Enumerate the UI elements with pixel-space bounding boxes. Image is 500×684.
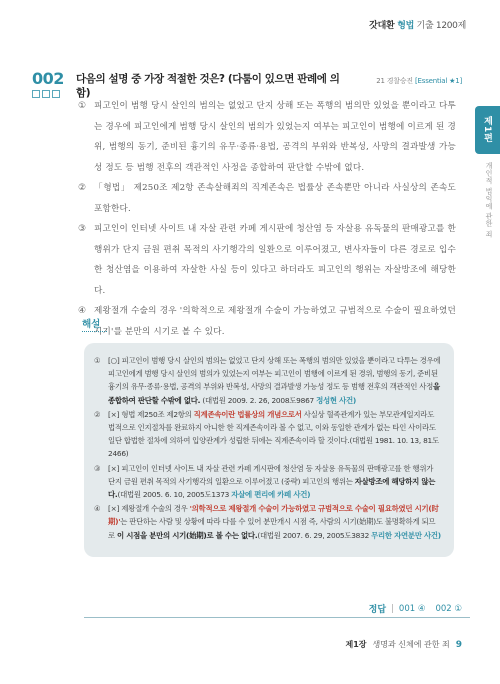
option-text: 「형법」 제250조 제2항 존속살해죄의 직계존속은 법률상 존속뿐만 아니라 사실상의 존속도 포함한다. — [94, 183, 456, 214]
explanation-text: 피고인이 인터넷 사이트 내 자살 관련 카페 게시판에 청산염 등 자살용 유독물의 판매광고를 한 행위가 단지 금원 편취 목적의 사기행각의 일환으로 이루어졌고 (중략) 피고인의 행위는 — [108, 463, 434, 486]
chapter-title: 생명과 신체에 관한 죄 — [372, 640, 450, 649]
explanation-number: ③ — [94, 463, 101, 473]
answer-key-label: 정답 — [368, 605, 387, 615]
review-checkbox[interactable] — [32, 90, 40, 98]
explanation-text: 형법 제250조 제2항의 — [121, 409, 192, 419]
option-text: 피고인이 인터넷 사이트 내 자살 관련 카페 게시판에 청산염 등 자살용 유독물의 판매광고를 한 행위가 단지 금원 편취 목적의 사기행각의 일환으로 이루어졌고, 변사자들이 다른 경로로 입수한 청산염을 이용하여 자살한 사실 등이 있다고 하더라도 피고인의 행위는 자살방조에 해당한다. — [94, 224, 456, 296]
part-label: 개인적 법익에 관한 죄 — [485, 162, 493, 238]
question-number: 002 — [32, 69, 64, 88]
answer-key — [369, 602, 462, 615]
explanation-number: ② — [94, 409, 101, 419]
option-item — [78, 178, 456, 219]
explanation-item — [94, 462, 442, 502]
option-item — [78, 301, 456, 342]
verdict-tag: [×] — [108, 504, 120, 514]
case-citation: (대법원 2005. 6. 10, 2005도1373 — [117, 490, 230, 500]
review-checkbox[interactable] — [52, 90, 60, 98]
explanation-panel — [84, 343, 454, 557]
option-item — [78, 219, 456, 301]
case-citation: (대법원 2007. 6. 29, 2005도3832 — [257, 530, 370, 540]
essential-badge: [Essential ★1] — [415, 77, 462, 85]
verdict-tag: [×] — [108, 409, 120, 419]
part-tab[interactable]: 제1편 — [475, 106, 500, 154]
explanation-number: ④ — [94, 504, 101, 514]
source-exam: 21 경찰승진 — [376, 77, 413, 85]
book-title-prefix: 갓대환 — [369, 21, 398, 31]
book-title-suffix: 기출 1200제 — [413, 21, 466, 31]
page-number: 9 — [455, 639, 462, 650]
option-item — [78, 96, 456, 178]
case-name: 자살에 편리에 카페 사건) — [231, 490, 311, 500]
explanation-text: 제왕절개 수술의 경우 — [121, 504, 188, 514]
verdict-tag: [○] — [108, 356, 120, 365]
explanation-text: 는 판단하는 사람 및 상황에 따라 다를 수 있어 분만개시 시점 즉, 사람의 시기(始期)도 불명확하게 되므로 — [108, 517, 436, 540]
page-footer — [346, 639, 462, 650]
review-checkboxes — [32, 90, 72, 98]
question-text: 다음의 설명 중 가장 적절한 것은? (다툼이 있으면 판례에 의함) — [76, 73, 340, 99]
verdict-tag: [×] — [108, 463, 120, 473]
case-name: 정성현 사건) — [316, 395, 356, 405]
explanation-highlight: 직계존속이란 법률상의 개념으로서 — [193, 409, 302, 419]
option-number: ③ — [78, 224, 87, 234]
option-text: 피고인이 범행 당시 살인의 범의는 없었고 단지 상해 또는 폭행의 범의만 있었을 뿐이라고 다투는 경우에 피고인에게 범행 당시 살인의 범의가 있었는지 여부는 피고인이 범행에 이르게 된 경위, 범행의 동기, 준비된 흉기의 유무·종류·용법, 공격의 부위와 반복성, 사망의 결과발생 가능성 정도 등 범행 전후의 객관적인 사정을 종합하여 판단할 수밖에 없다. — [94, 101, 456, 173]
question-number-block — [32, 70, 72, 98]
option-number: ② — [78, 183, 87, 193]
explanation-item — [94, 408, 442, 461]
answer-key-rule — [84, 617, 470, 618]
book-title-subject: 형법 — [397, 21, 414, 31]
explanation-text: 피고인이 범행 당시 살인의 범의는 없었고 단지 상해 또는 폭행의 범의만 있었을 뿐이라고 다투는 경우에 피고인에게 범행 당시 살인의 범의가 있었는지 여부는 피고인이 범행에 이르게 된 경위, 범행의 동기, 준비된 흉기의 유무·종류·용법, 공격의 부위와 반복성, 사망의 결과발생 가능성 정도 등 범행 전후의 객관적인 사정 — [108, 356, 441, 392]
explanation-bold: 이 시점을 분만의 시기(始期)로 볼 수는 없다. — [117, 530, 258, 540]
case-citation: (대법원 2009. 2. 26, 2008도9867 — [202, 395, 314, 405]
case-citation: (대법원 1981. 10. 13, 81도2466) — [108, 436, 439, 459]
explanation-text: 사실상 혈족관계가 있는 부모관계일지라도 법적으로 인지절차를 완료하지 아니한 한 직계존속이라 볼 수 없고, 이와 동일한 관계가 없는 타인 사이라도 일단 합법한 절차에 의하여 입양관계가 성립한 뒤에는 직계존속이라 할 것이다. — [108, 409, 436, 446]
explanation-divider — [82, 331, 107, 332]
question-source — [376, 76, 462, 86]
explanation-highlight: '의학적으로 제왕절개 수술이 가능하였고 규범적으로 수술이 필요하였던 시기(时期)' — [108, 504, 439, 527]
answer-item: 001 ④ — [398, 603, 426, 614]
chapter-number: 제1장 — [345, 640, 367, 649]
answer-item: 002 ① — [435, 603, 462, 614]
explanation-highlight: 자살방조에 해당하지 않는다. — [108, 476, 436, 500]
case-name: 무리한 자연분만 사건) — [371, 530, 441, 540]
options-list — [78, 96, 456, 342]
running-header — [369, 18, 466, 31]
option-number: ④ — [78, 306, 87, 316]
explanation-item — [94, 502, 442, 542]
explanation-bold: 을 종합하여 판단할 수밖에 없다. — [108, 382, 440, 405]
separator: | — [391, 603, 394, 614]
option-number: ① — [78, 101, 87, 111]
review-checkbox[interactable] — [42, 90, 50, 98]
option-text: 제왕절개 수술의 경우 '의학적으로 제왕절개 수술이 가능하였고 규범적으로 수술이 필요하였던 시기'를 분만의 시기로 볼 수 있다. — [94, 306, 456, 337]
explanation-title: 해설 — [82, 319, 101, 330]
explanation-item — [94, 354, 442, 407]
explanation-number: ① — [94, 356, 101, 365]
